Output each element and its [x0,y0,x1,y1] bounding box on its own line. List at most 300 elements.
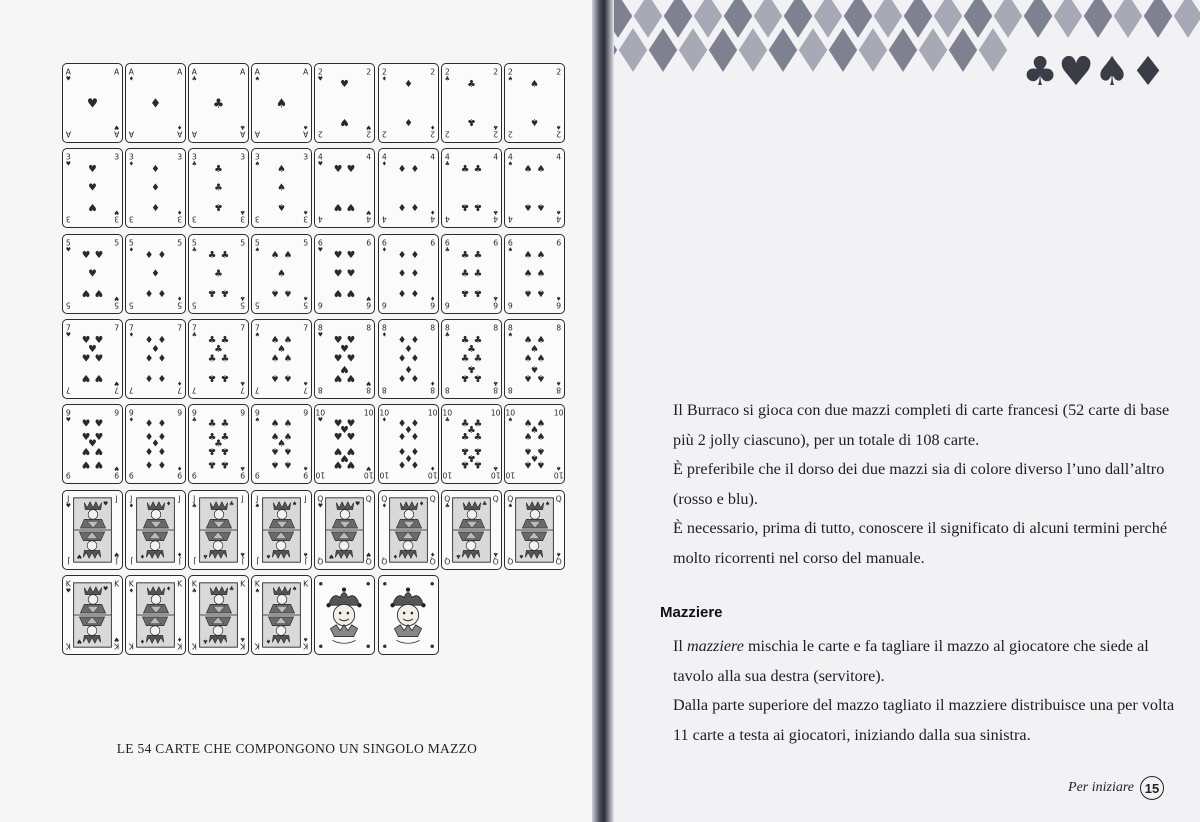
card-rank-label: J [241,493,245,503]
heart-icon: ♥ [94,353,104,365]
club-icon: ♣ [214,438,224,450]
spade-icon: ♠ [255,588,261,595]
card-rank-label: 4 [507,152,513,162]
card-rank-label: 10 [427,408,438,418]
card-rank-label: 2 [444,67,450,77]
card-rank-label: 8 [381,385,387,395]
heart-icon: ♥ [318,247,324,254]
spade-icon: ♠ [271,353,280,365]
playing-card-9-diamond [125,404,186,484]
card-rank-label: 10 [378,470,389,480]
playing-card-7-diamond [125,319,186,399]
card-rank-label: K [128,579,134,589]
card-rank-label: Q [555,556,562,566]
club-icon: ♣ [191,332,198,339]
card-rank-label: K [255,579,261,589]
heart-icon: ♥ [81,334,91,346]
card-rank-label: 6 [429,300,435,310]
card-rank-label: 5 [192,237,197,247]
diamond-icon: ♦ [144,353,154,365]
diamond-icon: ♦ [397,371,406,383]
spade-icon: ♠ [271,445,280,457]
club-icon: ♣ [207,432,217,444]
card-rank-label: J [67,556,70,566]
heart-icon: ♥ [114,549,120,556]
spade-icon: ♠ [271,371,280,383]
spade-icon: ♠ [1094,49,1130,90]
diamond-icon: ♦ [429,208,435,215]
card-rank-label: A [65,129,71,139]
heart-icon: ♥ [114,293,120,301]
card-rank-label: 8 [555,323,561,333]
spade-icon: ♠ [523,432,533,444]
club-icon: ♣ [214,182,224,194]
playing-card-q-heart [314,490,375,570]
card-rank-label: K [114,579,120,589]
heart-icon: ♥ [366,549,372,556]
heart-icon: ♥ [81,371,91,383]
diamond-icon: ♦ [403,362,413,374]
spade-icon: ♠ [255,417,261,424]
heart-icon: ♥ [81,418,91,430]
heart-icon: ♥ [346,371,356,383]
club-icon: ♣ [460,371,470,383]
card-rank-label: 4 [444,214,450,225]
heart-icon: ♥ [346,353,356,365]
club-icon: ♣ [444,332,450,339]
card-rank-label: 9 [303,408,309,418]
playing-card-3-spade [251,148,312,228]
card-rank-label: 9 [303,470,309,480]
card-rank-label: 7 [303,323,309,333]
spade-icon: ♠ [303,379,309,386]
card-rank-label: 3 [303,152,309,162]
card-rank-label: 3 [192,152,197,162]
playing-card-8-club [441,319,502,399]
card-rank-label: A [191,67,198,77]
intro-paragraph-1: Il Burraco si gioca con due mazzi completi di carte francesi (52 carte di base più 2 jolly ciascuno), per un totale di 108 carte. [673,401,1170,449]
spade-icon: ♠ [507,332,513,339]
card-rank-label: 9 [240,470,246,480]
card-rank-label: 3 [240,152,246,162]
club-icon: ♣ [473,164,482,176]
card-rank-label: 2 [444,129,450,139]
spade-icon: ♠ [536,458,545,470]
diamond-icon: ♦ [177,635,183,642]
card-rank-label: 5 [240,237,246,247]
card-rank-label: J [178,493,181,503]
diamond-icon: ♦ [429,549,435,556]
card-rank-label: 4 [381,214,387,225]
diamond-icon: ♦ [403,116,413,128]
diamond-icon: ♦ [128,76,135,83]
club-icon: ♣ [1022,49,1058,90]
spade-icon: ♠ [529,362,539,374]
diamond-icon: ♦ [381,161,387,168]
heart-icon: ♥ [346,164,356,176]
heart-icon: ♥ [346,432,356,444]
heart-icon: ♥ [318,161,324,168]
card-grid [62,63,564,661]
card-rank-label: 3 [65,214,71,225]
heart-icon: ♥ [366,379,372,386]
spade-icon: ♠ [523,353,533,365]
spade-icon: ♠ [536,268,545,280]
club-icon: ♣ [473,418,482,430]
card-rank-label: 7 [192,323,197,333]
diamond-icon: ♦ [151,182,160,194]
card-rank-label: K [114,641,120,651]
card-rank-label: 6 [366,237,372,247]
card-rank-label: 8 [318,385,324,395]
card-rank-label: 6 [381,237,387,247]
diamond-icon: ♦ [397,249,406,261]
club-icon: ♣ [460,418,470,430]
diamond-icon: ♦ [144,286,154,298]
heart-icon: ♥ [88,164,97,176]
card-rank-label: J [115,556,118,566]
card-rank-label: J [256,493,259,503]
spade-icon: ♠ [292,501,298,508]
spade-icon: ♠ [271,334,280,346]
spade-icon: ♠ [283,334,293,346]
header-suit-icons [1022,49,1166,90]
heart-icon: ♥ [346,334,356,346]
spade-icon: ♠ [529,344,539,356]
card-rank-label: Q [380,556,387,566]
diamond-icon: ♦ [397,286,406,298]
card-rank-label: 9 [65,470,71,480]
heart-icon: ♥ [318,332,324,339]
diamond-icon: ♦ [381,417,387,424]
card-rank-label: 10 [315,408,326,418]
club-icon: ♣ [220,458,230,470]
card-rank-label: K [240,641,246,651]
playing-card-9-heart [62,404,123,484]
spade-icon: ♠ [507,76,513,83]
spade-icon: ♠ [283,249,293,261]
spade-icon: ♠ [536,249,545,261]
heart-icon: ♥ [355,501,361,508]
card-rank-label: J [178,556,181,566]
club-icon: ♣ [220,353,230,365]
card-rank-label: K [128,641,134,651]
card-rank-label: K [177,579,183,589]
diamond-icon: ♦ [151,268,160,280]
card-rank-label: A [254,67,261,77]
card-rank-label: J [304,556,308,566]
playing-card-8-spade [504,319,565,399]
heart-icon: ♥ [76,551,83,558]
card-rank-label: 3 [177,214,183,225]
card-rank-label: 9 [192,470,197,480]
diamond-icon: ♦ [403,425,413,437]
club-icon: ♣ [444,161,450,168]
heart-icon: ♥ [346,418,356,430]
diamond-icon: ♦ [410,164,419,176]
spade-icon: ♠ [523,249,533,261]
heart-icon: ♥ [366,208,372,215]
diamond-icon: ♦ [429,123,435,130]
card-rank-label: 3 [255,152,261,162]
playing-card-4-heart [314,148,375,228]
card-rank-label: 10 [553,470,564,480]
card-rank-label: 10 [364,408,374,418]
diamond-icon: ♦ [157,334,167,346]
spade-icon: ♠ [529,78,539,90]
card-rank-label: 2 [555,129,561,139]
diamond-icon: ♦ [151,344,160,356]
card-rank-label: 9 [255,470,261,480]
card-rank-label: 7 [255,323,261,333]
spade-icon: ♠ [555,208,561,215]
club-icon: ♣ [492,464,498,471]
club-icon: ♣ [203,551,209,558]
playing-card-7-spade [251,319,312,399]
heart-icon: ♥ [346,268,356,280]
playing-card-5-diamond [125,234,186,314]
diamond-icon: ♦ [128,161,135,168]
card-rank-label: 3 [65,152,71,162]
playing-card-10-spade [504,404,565,484]
card-rank-label: A [240,67,246,77]
spade-icon: ♠ [523,334,533,346]
diamond-icon: ♦ [144,458,154,470]
card-rank-label: A [254,129,261,139]
playing-card-q-spade [504,490,565,570]
card-rank-label: 8 [381,323,387,333]
card-rank-label: 10 [505,408,515,418]
card-rank-label: A [65,67,71,77]
club-icon: ♣ [220,249,230,261]
card-rank-label: 4 [318,152,324,162]
card-rank-label: 2 [429,129,435,139]
card-rank-label: A [303,67,309,77]
card-rank-label: K [191,641,198,651]
club-icon: ♣ [220,432,230,444]
playing-card-6-diamond [378,234,439,314]
heart-icon: ♥ [334,432,343,444]
card-rank-label: 2 [492,67,498,77]
spade-icon: ♠ [255,161,261,168]
club-icon: ♣ [240,464,246,471]
card-rank-label: 3 [114,152,120,162]
spade-icon: ♠ [277,182,287,194]
club-icon: ♣ [213,95,225,111]
card-rank-label: 4 [555,152,561,162]
spade-icon: ♠ [507,247,513,254]
spade-icon: ♠ [555,549,561,556]
card-rank-label: 7 [177,385,183,395]
heart-icon: ♥ [94,418,104,430]
card-rank-label: 5 [240,300,246,310]
intro-paragraph-2: È preferibile che il dorso dei due mazzi sia di colore diverso l’uno dall’altro (rosso e blu). [673,460,1165,508]
club-icon: ♣ [207,458,217,470]
card-rank-label: 3 [114,214,120,225]
card-rank-label: 7 [177,323,183,333]
playing-card-10-diamond [378,404,439,484]
spade-icon: ♠ [271,418,280,430]
playing-card-7-club [188,319,249,399]
heart-icon: ♥ [65,417,71,424]
heart-icon: ♥ [329,551,335,558]
card-rank-label: 4 [366,214,372,225]
heart-icon: ♥ [334,268,343,280]
club-icon: ♣ [473,334,482,346]
heart-icon: ♥ [94,458,104,470]
card-rank-label: 4 [366,152,372,162]
diamond-icon: ♦ [381,247,387,254]
card-rank-label: 6 [444,300,450,310]
playing-card-4-spade [504,148,565,228]
diamond-icon: ♦ [397,164,406,176]
heart-icon: ♥ [94,286,104,298]
heart-icon: ♥ [346,249,356,261]
diamond-icon: ♦ [144,418,154,430]
card-rank-label: 4 [381,152,387,162]
diamond-icon: ♦ [397,458,406,470]
heart-icon: ♥ [94,432,104,444]
card-rank-label: 5 [255,300,261,310]
card-rank-label: Q [555,493,562,503]
club-icon: ♣ [473,432,482,444]
spade-icon: ♠ [303,635,309,642]
spade-icon: ♠ [523,371,533,383]
card-rank-label: 2 [381,67,387,77]
card-rank-label: 2 [381,129,387,139]
spade-icon: ♠ [283,432,293,444]
card-rank-label: 2 [492,129,498,139]
card-rank-label: A [303,129,309,139]
card-rank-label: 2 [366,67,372,77]
card-rank-label: 3 [303,214,309,225]
club-icon: ♣ [229,586,235,593]
diamond-icon: ♦ [410,432,419,444]
card-rank-label: 2 [555,67,561,77]
spade-icon: ♠ [536,353,545,365]
club-icon: ♣ [466,362,476,374]
club-icon: ♣ [460,458,470,470]
card-rank-label: 10 [315,470,326,480]
club-icon: ♣ [460,334,470,346]
heart-icon: ♥ [346,286,356,298]
playing-card-4-diamond [378,148,439,228]
card-rank-label: 8 [507,323,513,333]
club-icon: ♣ [492,123,498,130]
diamond-icon: ♦ [177,123,183,130]
club-icon: ♣ [229,501,235,508]
card-rank-label: Q [366,556,373,566]
card-rank-label: Q [492,493,499,503]
card-rank-label: 9 [114,470,120,480]
spade-icon: ♠ [271,432,280,444]
spade-icon: ♠ [283,353,293,365]
playing-card-6-spade [504,234,565,314]
diamond-icon: ♦ [410,201,419,213]
heart-icon: ♥ [88,201,97,213]
heart-icon: ♥ [81,445,91,457]
card-rank-label: 5 [303,237,309,247]
card-rank-label: 8 [492,385,498,395]
diamond-icon: ♦ [403,78,413,90]
club-icon: ♣ [240,379,246,386]
spade-icon: ♠ [507,161,513,168]
club-icon: ♣ [240,208,246,215]
spade-icon: ♠ [507,417,513,424]
card-rank-label: 10 [490,470,501,480]
diamond-icon: ♦ [128,417,135,424]
club-icon: ♣ [191,417,198,424]
diamond-icon: ♦ [410,371,419,383]
diamond-icon: ♦ [397,268,406,280]
diamond-icon: ♦ [397,334,406,346]
spade-icon: ♠ [277,344,287,356]
club-icon: ♣ [466,78,476,90]
diamond-icon: ♦ [157,353,167,365]
club-icon: ♣ [492,293,498,301]
club-icon: ♣ [460,268,470,280]
heart-icon: ♥ [114,123,120,130]
card-rank-label: 9 [240,408,246,418]
card-rank-label: 5 [177,237,183,247]
card-rank-label: 6 [507,237,513,247]
card-rank-label: 6 [429,237,435,247]
heart-icon: ♥ [318,503,324,510]
diamond-icon: ♦ [157,432,167,444]
heart-icon: ♥ [334,334,343,346]
spade-icon: ♠ [277,201,287,213]
playing-card-j-club [188,490,249,570]
club-icon: ♣ [473,371,482,383]
card-rank-label: 5 [255,237,261,247]
section-paragraph-1: Il mazziere mischia le carte e fa tagliare il mazzo al giocatore che siede al tavolo alla sua destra (servitore). [673,637,1149,685]
playing-card-2-spade [504,63,565,143]
card-rank-label: 6 [366,300,372,310]
spade-icon: ♠ [536,164,545,176]
card-rank-label: 10 [441,470,452,480]
club-icon: ♣ [466,344,476,356]
club-icon: ♣ [466,116,476,128]
spade-icon: ♠ [536,286,545,298]
diamond-icon: ♦ [429,379,435,386]
page-number: 15 [1140,776,1164,800]
card-rank-label: Q [366,493,373,503]
club-icon: ♣ [492,208,498,215]
playing-card-2-club [441,63,502,143]
page-footer [1068,776,1164,800]
heart-icon: ♥ [318,76,324,83]
spade-icon: ♠ [303,464,309,471]
playing-card-6-club [441,234,502,314]
playing-card-a-heart [62,63,123,143]
card-rank-label: 8 [318,323,324,333]
card-rank-label: 10 [441,408,452,418]
card-rank-label: K [255,641,261,651]
spade-icon: ♠ [555,464,561,471]
card-rank-label: K [177,641,183,651]
card-rank-label: 6 [318,300,324,310]
card-rank-label: 9 [65,408,71,418]
heart-icon: ♥ [366,464,372,471]
playing-card-k-heart [62,575,123,655]
heart-icon: ♥ [102,586,109,593]
card-rank-label: 7 [240,323,246,333]
heart-icon: ♥ [114,464,120,471]
club-icon: ♣ [220,445,230,457]
running-footer-label: Per iniziare [1068,780,1134,795]
spade-icon: ♠ [536,201,545,213]
card-rank-label: 2 [429,67,435,77]
